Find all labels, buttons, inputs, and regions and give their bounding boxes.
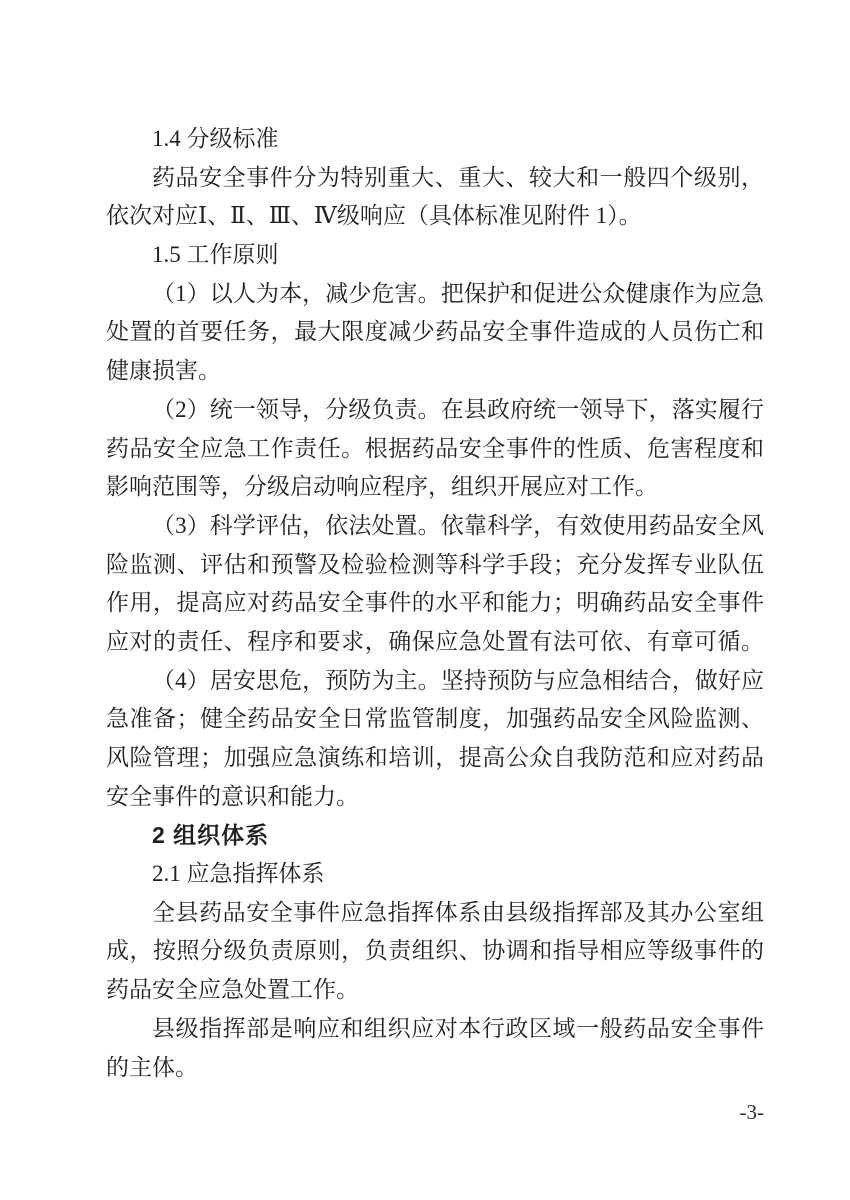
paragraph-line: （3）科学评估，依法处置。依靠科学，有效使用药品安全风 <box>152 512 764 538</box>
page-number: -3- <box>739 1100 764 1124</box>
paragraph-line: （1）以人为本，减少危害。把保护和促进公众健康作为应急 <box>152 280 764 306</box>
paragraph-line: 险监测、评估和预警及检验检测等科学手段；充分发挥专业队伍 <box>106 551 764 577</box>
paragraph-line: 健康损害。 <box>106 358 221 384</box>
paragraph-line: 药品安全事件分为特别重大、重大、较大和一般四个级别， <box>152 164 764 190</box>
paragraph-line: 药品安全应急工作责任。根据药品安全事件的性质、危害程度和 <box>106 435 764 461</box>
paragraph-line: 应对的责任、程序和要求，确保应急处置有法可依、有章可循。 <box>106 628 764 654</box>
paragraph-line: 全县药品安全事件应急指挥体系由县级指挥部及其办公室组 <box>152 899 764 925</box>
paragraph-line: 急准备；健全药品安全日常监管制度，加强药品安全风险监测、 <box>106 706 764 732</box>
paragraph-line: 安全事件的意识和能力。 <box>106 783 359 809</box>
paragraph-line: 药品安全应急处置工作。 <box>106 977 359 1003</box>
paragraph-line: （2）统一领导，分级负责。在县政府统一领导下，落实履行 <box>152 396 764 422</box>
paragraph-line: 作用，提高应对药品安全事件的水平和能力；明确药品安全事件 <box>106 590 764 616</box>
paragraph-line: 风险管理；加强应急演练和培训，提高公众自我防范和应对药品 <box>106 745 764 770</box>
document-body <box>106 120 764 1087</box>
paragraph-line: 处置的首要任务，最大限度减少药品安全事件造成的人员伤亡和 <box>106 319 764 345</box>
paragraph-line: 的主体。 <box>106 1054 198 1080</box>
paragraph-line: 成，按照分级负责原则，负责组织、协调和指导相应等级事件的 <box>106 938 764 964</box>
paragraph-line: 县级指挥部是响应和组织应对本行政区域一般药品安全事件 <box>152 1015 764 1041</box>
paragraph-line: （4）居安思危，预防为主。坚持预防与应急相结合，做好应 <box>152 667 764 693</box>
section-heading: 2 组织体系 <box>152 822 270 849</box>
paragraph-line: 影响范围等，分级启动响应程序，组织开展应对工作。 <box>106 474 658 500</box>
paragraph-line: 依次对应Ⅰ、Ⅱ、Ⅲ、Ⅳ级响应（具体标准见附件 1）。 <box>106 203 642 229</box>
subsection-heading: 1.5 工作原则 <box>152 242 279 268</box>
subsection-heading: 2.1 应急指挥体系 <box>152 861 325 887</box>
subsection-heading: 1.4 分级标准 <box>152 126 279 151</box>
